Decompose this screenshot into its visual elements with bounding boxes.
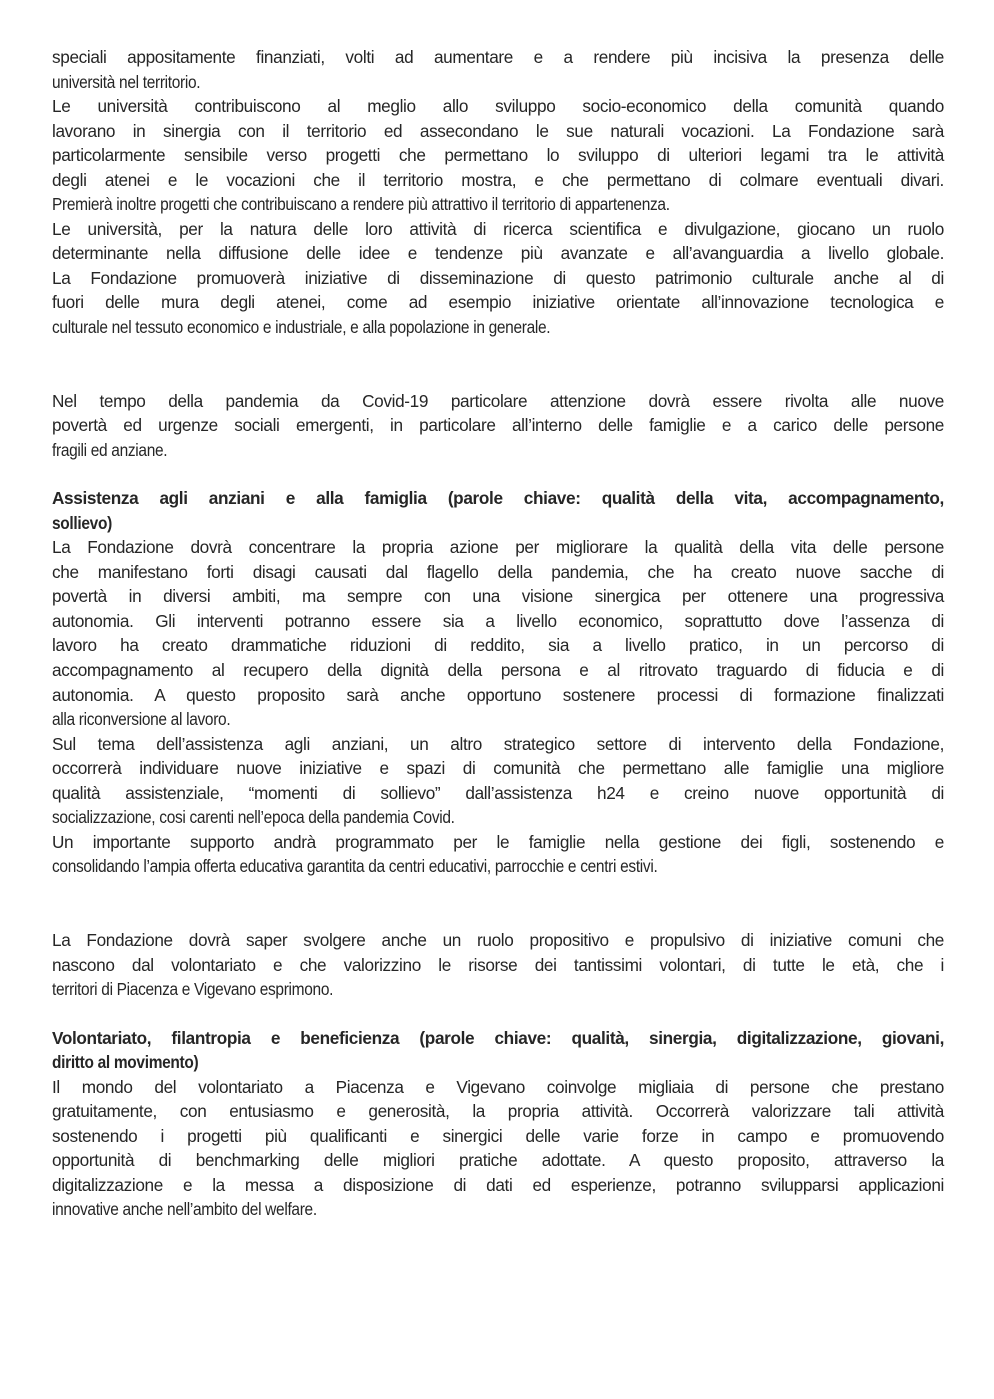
document-page xyxy=(52,45,944,1222)
text-line: Le università, per la natura delle loro attività di ricerca scientifica e divulgazione, giocano un ruolo xyxy=(52,218,944,239)
paragraph-pandemia xyxy=(52,389,944,463)
text-line: digitalizzazione e la messa a disposizione di dati ed esperienze, potranno svilupparsi applicazioni xyxy=(52,1174,944,1195)
text-line: nascono dal volontariato e che valorizzino le risorse dei tantissimi volontari, di tutte le età, che i xyxy=(52,954,944,975)
text-line: speciali appositamente finanziati, volti ad aumentare e a rendere più incisiva la presenza delle xyxy=(52,47,944,67)
text-line: sostenendo i progetti più qualificanti e sinergici delle varie forze in campo e promuovendo xyxy=(52,1125,944,1146)
section-heading-volontariato xyxy=(52,1026,944,1075)
paragraph-universita-ricerca xyxy=(52,217,944,340)
spacer xyxy=(52,462,944,486)
text-line: lavorano in sinergia con il territorio ed assecondano le sue naturali vocazioni. La Fondazione sarà xyxy=(52,120,944,141)
text-line: consolidando l’ampia offerta educativa garantita da centri educativi, parrocchie e centri estivi. xyxy=(52,856,658,877)
text-line: fuori delle mura degli atenei, come ad esempio iniziative orientate all’innovazione tecnologica e xyxy=(52,292,944,313)
spacer xyxy=(52,879,944,928)
heading-line: Assistenza agli anziani e alla famiglia (parole chiave: qualità della vita, accompagnamento, xyxy=(52,488,944,509)
text-line: fragili ed anziane. xyxy=(52,439,168,460)
text-line: lavoro ha creato drammatiche riduzioni di reddito, sia a livello pratico, in un percorso di xyxy=(52,635,944,656)
text-line: autonomia. A questo proposito sarà anche opportuno sostenere processi di formazione finalizzati xyxy=(52,684,944,705)
text-line: alla riconversione al lavoro. xyxy=(52,709,231,730)
text-line: Premierà inoltre progetti che contribuiscano a rendere più attrattivo il territorio di appartenenza. xyxy=(52,194,670,215)
text-line: occorrerà individuare nuove iniziative e spazi di comunità che permettano alle famiglie una migliore xyxy=(52,758,944,779)
paragraph-qualita-vita xyxy=(52,535,944,731)
text-line: opportunità di benchmarking delle migliori pratiche adottate. A questo proposito, attraverso la xyxy=(52,1150,944,1171)
text-line: gratuitamente, con entusiasmo e generosità, la propria attività. Occorrerà valorizzare tali attività xyxy=(52,1101,944,1122)
text-line: università nel territorio. xyxy=(52,71,201,92)
paragraph-volontariato-ruolo xyxy=(52,928,944,1002)
text-line: innovative anche nell’ambito del welfare. xyxy=(52,1199,317,1220)
text-line: povertà ed urgenze sociali emergenti, in particolare all’interno delle famiglie e a carico delle persone xyxy=(52,415,944,436)
paragraph-universita-sviluppo xyxy=(52,94,944,217)
text-line: Sul tema dell’assistenza agli anziani, un altro strategico settore di intervento della Fondazione, xyxy=(52,733,944,754)
text-line: degli atenei e le vocazioni che il territorio mostra, e che permettano di colmare eventuali divari. xyxy=(52,169,944,190)
text-line: autonomia. Gli interventi potranno essere sia a livello economico, soprattutto dove l’assenza di xyxy=(52,610,944,631)
heading-line: diritto al movimento) xyxy=(52,1052,199,1073)
text-line: povertà in diversi ambiti, ma sempre con una visione sinergica per ottenere una progressiva xyxy=(52,586,944,607)
text-line: La Fondazione promuoverà iniziative di disseminazione di questo patrimonio culturale anche al di xyxy=(52,267,944,288)
text-line: La Fondazione dovrà saper svolgere anche un ruolo propositivo e propulsivo di iniziative comuni che xyxy=(52,929,944,950)
text-line: Le università contribuiscono al meglio allo sviluppo socio-economico della comunità quando xyxy=(52,96,944,117)
heading-line: Volontariato, filantropia e beneficienza (parole chiave: qualità, sinergia, digitalizzazione, giovani, xyxy=(52,1027,944,1048)
text-line: qualità assistenziale, “momenti di sollievo” dall’assistenza h24 e creino nuove opportunità di xyxy=(52,782,944,803)
text-line: territori di Piacenza e Vigevano esprimono. xyxy=(52,979,334,1000)
text-line: Il mondo del volontariato a Piacenza e Vigevano coinvolge migliaia di persone che prestano xyxy=(52,1076,944,1097)
text-line: particolarmente sensibile verso progetti che permettano lo sviluppo di ulteriori legami tra le attività xyxy=(52,145,944,166)
section-heading-assistenza-anziani xyxy=(52,486,944,535)
paragraph-assistenza-anziani xyxy=(52,732,944,830)
spacer xyxy=(52,1002,944,1026)
spacer xyxy=(52,340,944,389)
text-line: Nel tempo della pandemia da Covid-19 particolare attenzione dovrà essere rivolta alle nuove xyxy=(52,390,944,411)
paragraph-universita-progetti xyxy=(52,45,944,94)
text-line: accompagnamento al recupero della dignità della persona e al ritrovato traguardo di fiducia e di xyxy=(52,660,944,681)
text-line: determinante nella diffusione delle idee e tendenze più avanzate e all’avanguardia a livello globale. xyxy=(52,243,944,264)
paragraph-mondo-volontariato xyxy=(52,1075,944,1222)
text-line: Un importante supporto andrà programmato per le famiglie nella gestione dei figli, sostenendo e xyxy=(52,831,944,852)
text-line: socializzazione, cosi carenti nell’epoca della pandemia Covid. xyxy=(52,807,455,828)
paragraph-famiglie-figli xyxy=(52,830,944,879)
text-line: La Fondazione dovrà concentrare la propria azione per migliorare la qualità della vita delle persone xyxy=(52,537,944,558)
text-line: culturale nel tessuto economico e industriale, e alla popolazione in generale. xyxy=(52,317,551,338)
heading-line: sollievo) xyxy=(52,512,112,533)
text-line: che manifestano forti disagi causati dal flagello della pandemia, che ha creato nuove sacche di xyxy=(52,561,944,582)
